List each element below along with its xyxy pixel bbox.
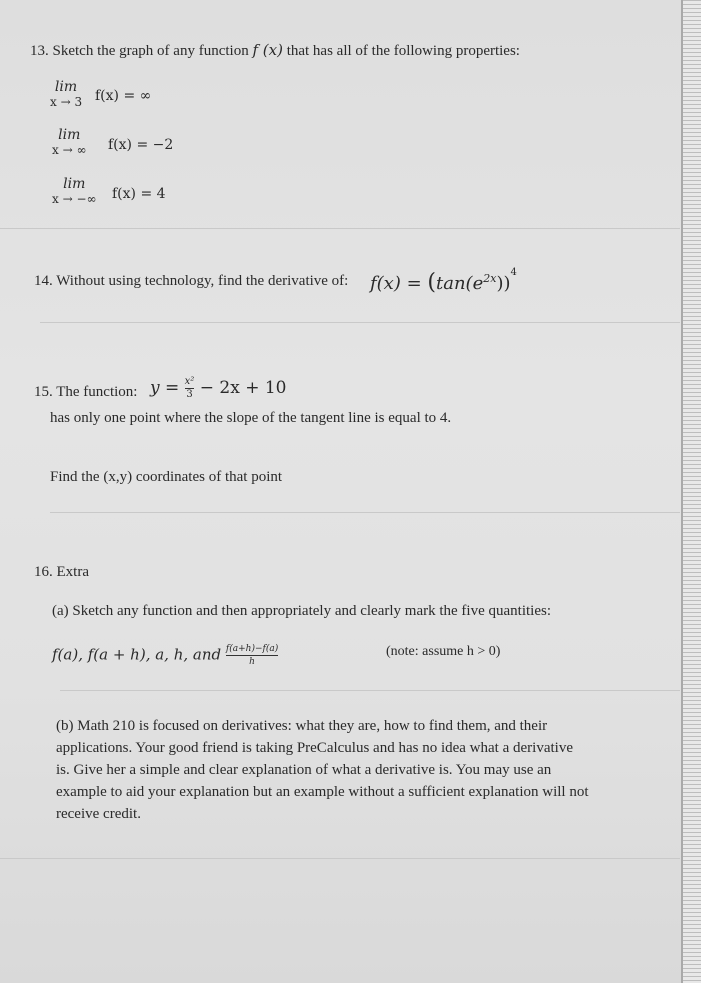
q13-limit-1-expr: f(x) = ∞ — [95, 88, 152, 104]
q13-limit-2: lim x → ∞ — [52, 127, 87, 157]
q16-part-b-line: is. Give her a simple and clear explanation of what a derivative is. You may use an — [56, 762, 552, 778]
q14-function: $f(x) = (\tan(e^{2x}))^4$ — [370, 267, 517, 295]
q13-limit-1: lim x → 3 — [50, 79, 83, 109]
divider — [50, 512, 680, 513]
q16-part-b-line: example to aid your explanation but an example without a sufficient explanation will not — [56, 784, 589, 800]
q13-heading: 13. Sketch the graph of any function f (x) that has all of the following properties: — [30, 41, 520, 59]
divider — [60, 690, 680, 691]
divider — [40, 322, 680, 323]
q16-part-a: (a) Sketch any function and then appropriately and clearly mark the five quantities: — [52, 603, 551, 619]
q15-heading: 15. The function: — [34, 384, 138, 400]
q13-limit-3: lim x → −∞ — [52, 176, 97, 206]
q16-part-b-line: receive credit. — [56, 806, 141, 822]
divider — [0, 228, 680, 229]
q13-limit-3-expr: f(x) = 4 — [112, 186, 166, 202]
divider — [0, 858, 680, 859]
q16-note: (note: assume h > 0) — [386, 644, 501, 659]
q16-heading: 16. Extra — [34, 564, 89, 580]
q14-heading: 14. Without using technology, find the derivative of: — [34, 273, 349, 289]
q15-instruction: Find the (x,y) coordinates of that point — [50, 469, 283, 485]
q15-text: has only one point where the slope of the tangent line is equal to 4. — [50, 410, 452, 426]
q16-quantities: f(a), f(a + h), a, h, and $\frac{f(a+h)-f(a)}{h}$ — [52, 644, 279, 667]
q16-part-b-line: applications. Your good friend is taking PreCalculus and has no idea what a derivative — [56, 740, 573, 756]
q15-equation: y = $\frac{\text{x²}}{3}$ − 2x + 10 — [150, 376, 287, 400]
q16-part-b-line: (b) Math 210 is focused on derivatives: what they are, how to find them, and their — [56, 718, 548, 734]
q13-limit-2-expr: f(x) = −2 — [108, 137, 174, 153]
ruler-edge — [681, 0, 701, 983]
